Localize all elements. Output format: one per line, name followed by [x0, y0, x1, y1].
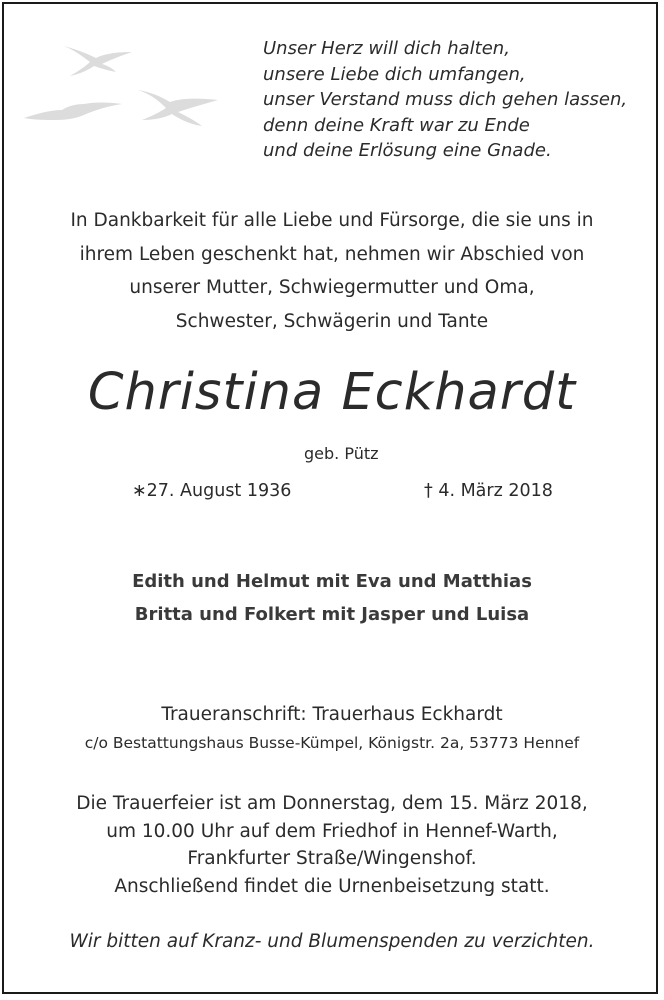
family-members	[4, 565, 660, 631]
funeral-line: Frankfurter Straße/Wingenshof.	[187, 848, 477, 869]
address-line: Traueranschrift: Trauerhaus Eckhardt	[161, 704, 503, 725]
funeral-details	[4, 790, 660, 900]
poem-line: Unser Herz will dich halten,	[263, 38, 510, 59]
mourning-address	[4, 701, 660, 757]
obituary-notice	[2, 2, 658, 994]
poem-line: denn deine Kraft war zu Ende	[263, 114, 530, 136]
family-line: Edith und Helmut mit Eva und Matthias	[132, 571, 532, 592]
funeral-line: um 10.00 Uhr auf dem Friedhof in Hennef-Warth,	[106, 820, 558, 842]
farewell-line: unserer Mutter, Schwiegermutter und Oma,	[129, 277, 535, 298]
farewell-line: Schwester, Schwägerin und Tante	[175, 310, 489, 332]
funeral-line: Anschließend findet die Urnenbeisetzung statt.	[114, 875, 550, 897]
farewell-text	[4, 204, 660, 338]
farewell-line: In Dankbarkeit für alle Liebe und Fürsorge, die sie uns in	[70, 210, 594, 231]
deceased-name: Christina Eckhardt	[87, 363, 577, 422]
death-date: † 4. März 2018	[424, 481, 553, 501]
flying-birds-icon	[22, 40, 242, 140]
maiden-name: geb. Pütz	[304, 444, 379, 463]
funeral-line: Die Trauerfeier ist am Donnerstag, dem 15. März 2018,	[76, 793, 588, 814]
farewell-line: ihrem Leben geschenkt hat, nehmen wir Abschied von	[79, 243, 585, 265]
poem-line: unsere Liebe dich umfangen,	[263, 63, 526, 85]
memorial-poem	[263, 36, 653, 164]
poem-line: unser Verstand muss dich gehen lassen,	[263, 89, 628, 111]
family-line: Britta und Folkert mit Jasper und Luisa	[134, 604, 530, 625]
birth-date: ∗27. August 1936	[132, 481, 292, 501]
address-line: c/o Bestattungshaus Busse-Kümpel, Königstr. 2a, 53773 Hennef	[84, 734, 580, 752]
poem-line: und deine Erlösung eine Gnade.	[263, 140, 552, 162]
closing-request: Wir bitten auf Kranz- und Blumenspenden zu verzichten.	[69, 931, 595, 952]
